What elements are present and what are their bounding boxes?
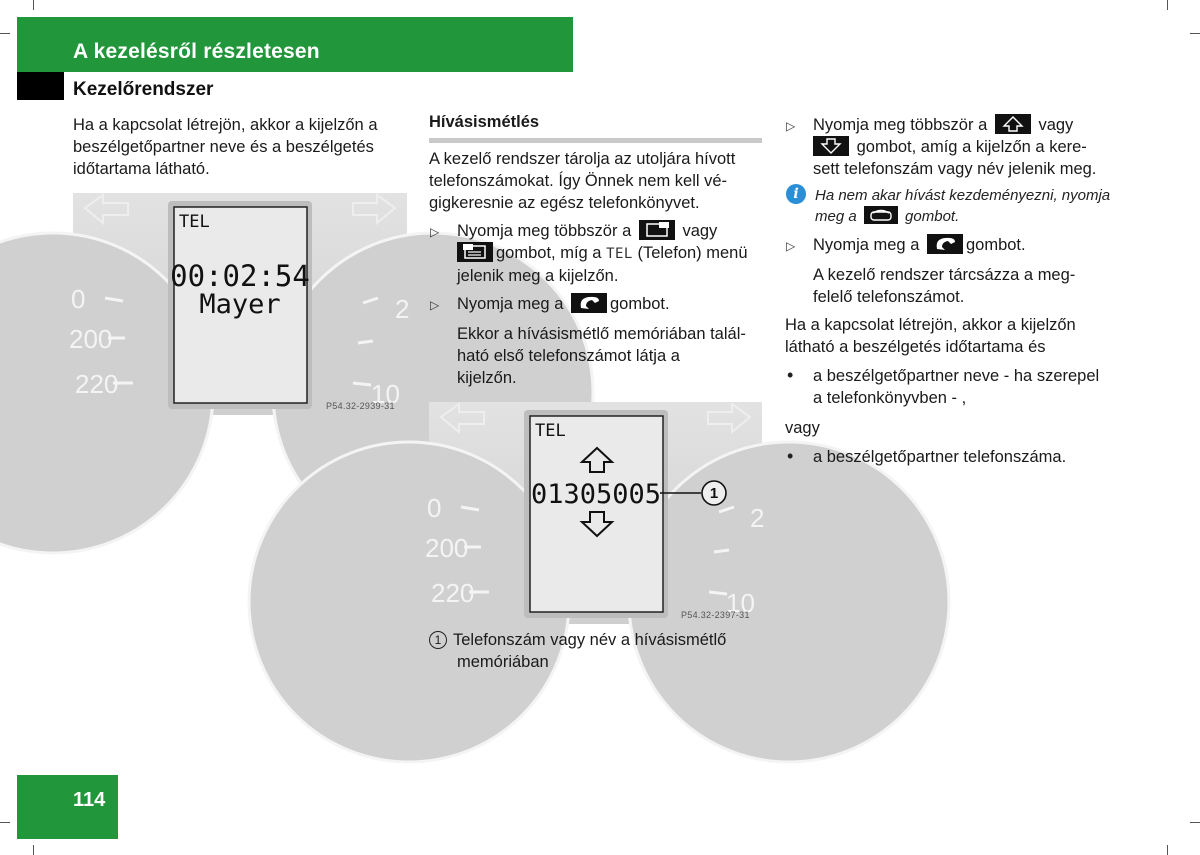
bullet-item-1 [813,365,1143,409]
crop-mark [0,822,10,823]
bullet-item-2 [813,446,1143,468]
text-line: a beszélgetőpartner telefonszáma. [813,448,1067,466]
gauge-label: 10 [726,588,755,618]
step-arrow-icon: ▷ [786,119,796,133]
text-line: látható a beszélgetés időtartama és [785,338,1046,356]
text-line: Telefonszám vagy név a hívásismétlő [453,631,727,649]
text-line: kijelzőn. [457,369,517,387]
text-line: beszélgetőpartner neve és a beszélgetés [73,138,374,156]
text-line: a beszélgetőpartner neve - ha szerepel [813,367,1100,385]
crop-mark [1167,0,1168,10]
figure-code: P54.32-2397-31 [681,610,750,620]
gauge-label: 200 [425,533,469,563]
crop-mark [1190,33,1200,34]
text-span: jelenik meg a kijelzőn. [457,267,619,285]
crop-mark [33,0,34,10]
lcd-title: TEL [535,421,566,441]
page-number: 114 [73,789,106,811]
down-button-icon [813,136,849,156]
text-span: vagy [682,222,718,240]
callout-number: 1 [709,485,719,502]
crop-mark [1190,822,1200,823]
text-span: sett telefonszám vagy név jelenik meg. [813,160,1097,178]
text-span: Nyomja meg a [457,295,564,313]
text-line: időtartama látható. [73,160,210,178]
step-arrow-icon: ▷ [430,298,440,312]
right-step-2-result [813,264,1143,308]
bullet-icon: • [787,446,794,466]
right-para [785,314,1135,358]
text-line: Ha a kapcsolat létrejön, akkor a kijelzőn [785,316,1076,334]
text-span: gombot, amíg a kijelzőn a kere- [856,138,1087,156]
text-span: Ha nem akar hívást kezdeményezni, nyomja [815,187,1111,204]
menu-prev-button-icon [457,242,493,262]
section-subtitle: Kezelőrendszer [73,79,214,100]
instrument-cluster-illustration [425,402,765,624]
text-line: telefonszámokat. Így Önnek nem kell vé- [429,172,728,190]
text-span: gombot. [905,208,960,225]
text-line: Ha a kapcsolat létrejön, akkor a kijelzőn a [73,116,378,134]
up-button-icon [995,114,1031,134]
info-note [815,185,1135,227]
info-icon: i [786,184,806,204]
middle-step-2-result [457,323,767,389]
phone-send-button-icon [571,293,607,313]
text-span: gombot. [609,295,670,313]
lcd-caller-name: Mayer [199,289,281,320]
or-text: vagy [785,419,820,437]
text-span: Nyomja meg a [813,236,920,254]
phone-end-button-icon [864,206,898,224]
text-span: Nyomja meg többször a [457,222,632,240]
left-intro [73,114,413,180]
figure-code: P54.32-2939-31 [326,401,395,411]
step-arrow-icon: ▷ [430,225,440,239]
text-line: A kezelő rendszer tárcsázza a meg- [813,266,1076,284]
crop-mark [0,33,10,34]
gauge-label: 2 [750,503,765,533]
display-figure-redial [425,402,765,624]
gauge-label: 220 [75,369,119,399]
text-line: felelő telefonszámot. [813,288,965,306]
lcd-title: TEL [179,212,210,232]
gauge-label: 2 [395,294,410,324]
step-arrow-icon: ▷ [786,239,796,253]
text-line: a telefonkönyvben - , [813,389,967,407]
gauge-label: 0 [427,493,442,523]
menu-next-button-icon [639,220,675,240]
tel-menu-label: TEL [606,246,633,262]
gauge-label: 200 [69,324,113,354]
text-line: Ekkor a hívásismétlő memóriában talál- [457,325,746,343]
crop-mark [1167,845,1168,855]
lcd-phone-number: 01305005 [530,479,662,510]
gauge-label: 10 [371,379,400,409]
gauge-label: 0 [71,284,86,314]
middle-step-1 [457,220,767,287]
text-line: ható első telefonszámot látja a [457,347,680,365]
text-span: gombot. [965,236,1026,254]
text-span: Nyomja meg többször a [813,116,988,134]
figure-caption [429,629,769,673]
middle-intro [429,148,769,214]
chapter-title: A kezelésről részletesen [73,40,320,63]
instrument-cluster-illustration [69,193,410,415]
text-span: (Telefon) menü [637,244,748,262]
display-figure-call [69,193,410,415]
crop-mark [33,845,34,855]
text-line: A kezelő rendszer tárolja az utoljára hívott [429,150,736,168]
lcd-call-time: 00:02:54 [170,259,310,293]
text-line: memóriában [457,653,549,671]
right-step-1 [813,114,1143,180]
text-span: meg a [815,208,857,225]
section-heading: Hívásismétlés [429,113,762,143]
gauge-label: 220 [431,578,475,608]
right-step-2 [813,234,1143,256]
phone-send-button-icon [927,234,963,254]
text-span: vagy [1038,116,1074,134]
text-span: gombot, míg a [496,244,602,262]
middle-step-2 [457,293,767,315]
bullet-icon: • [787,365,794,385]
text-line: gigkeresnie az egész telefonkönyvet. [429,194,700,212]
section-marker [17,72,64,100]
caption-number: 1 [429,631,447,649]
